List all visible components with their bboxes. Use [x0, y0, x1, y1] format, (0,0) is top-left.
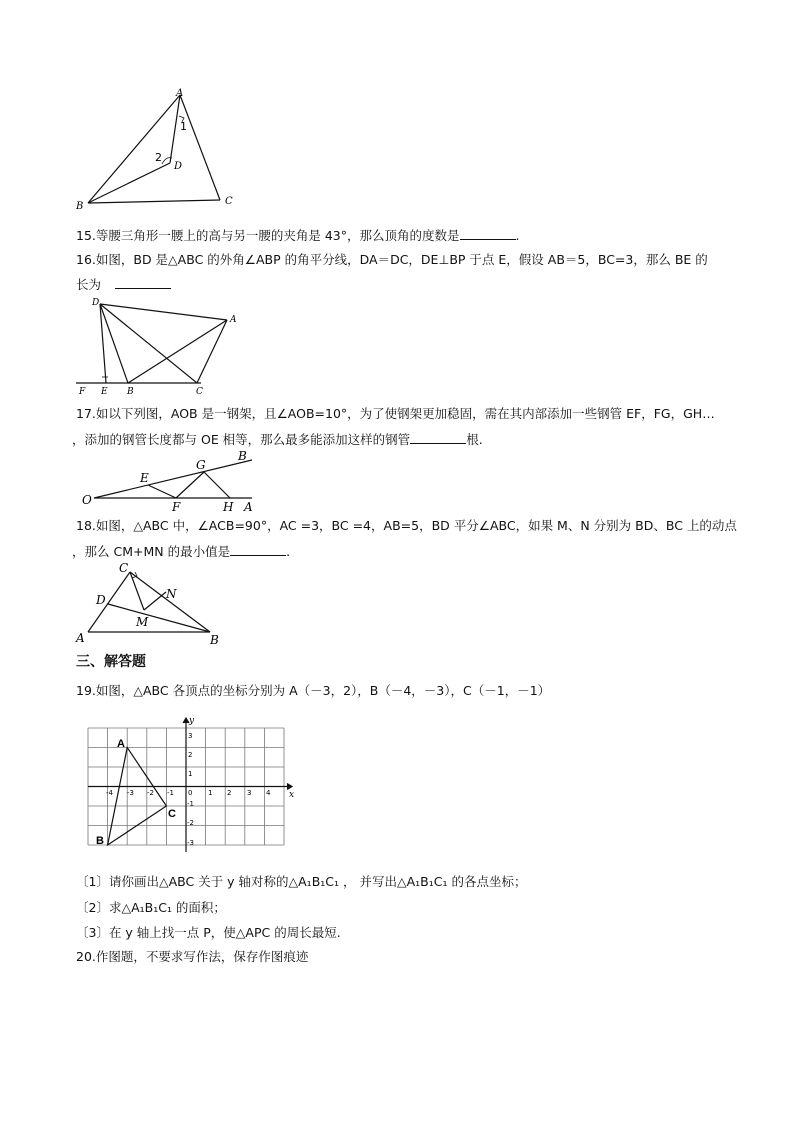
point-b-label: B — [96, 835, 104, 847]
question-19-sub1: 〔1〕请你画出△ABC 关于 y 轴对称的△A₁B₁C₁ ， 并写出△A₁B₁C₁ 的各点坐标； — [76, 874, 527, 889]
y-tick-1: 1 — [188, 770, 193, 778]
question-20: 20.作图题，不要求写作法，保存作图痕迹 — [76, 949, 309, 964]
q18-answer-blank[interactable] — [230, 543, 286, 556]
fig16-label-b: B — [127, 387, 134, 397]
y-tick-neg1: -1 — [187, 800, 194, 808]
fig16-label-d: D — [92, 298, 100, 308]
question-16-line2 — [76, 276, 171, 293]
fig17-label-b: B — [238, 449, 247, 463]
x-tick-neg1: -1 — [167, 789, 174, 797]
figure-16 — [76, 298, 246, 398]
figure-18 — [74, 560, 234, 650]
fig18-label-m: M — [136, 615, 149, 629]
q18-line2-text: ，那么 CM+MN 的最小值是 — [72, 544, 231, 559]
fig17-label-f: F — [172, 500, 181, 514]
x-tick-3: 3 — [247, 789, 252, 797]
x-tick-0: 0 — [188, 789, 193, 797]
fig17-label-a: A — [244, 500, 253, 514]
x-tick-2: 2 — [227, 789, 232, 797]
question-15 — [76, 227, 520, 244]
q15-end: . — [515, 228, 520, 243]
fig16-label-a: A — [230, 315, 237, 325]
fig17-label-h: H — [223, 500, 234, 514]
fig15-label-c: C — [225, 196, 233, 207]
fig15-label-b: B — [76, 201, 84, 212]
fig15-label-d: D — [174, 161, 183, 172]
q17-answer-blank[interactable] — [410, 431, 466, 444]
point-a-label: A — [117, 738, 125, 750]
q15-answer-blank[interactable] — [460, 227, 516, 240]
fig18-label-b: B — [210, 633, 219, 647]
fig18-label-d: D — [96, 593, 106, 607]
fig17-label-g: G — [196, 458, 206, 472]
question-18-line1: 18.如图，△ABC 中，∠ACB=90°，AC =3，BC =4，AB=5，BD 平分∠ABC，如果 M、N 分别为 BD、BC 上的动点 — [76, 518, 737, 533]
y-tick-2: 2 — [188, 751, 193, 759]
fig18-label-c: C — [119, 561, 129, 575]
fig16-label-c: C — [196, 387, 203, 397]
section-heading: 三、解答题 — [76, 654, 146, 670]
y-tick-neg3: -3 — [187, 839, 194, 847]
fig17-label-e: E — [140, 471, 149, 485]
x-tick-1: 1 — [208, 789, 213, 797]
y-tick-3: 3 — [188, 732, 193, 740]
fig17-label-o: O — [82, 493, 92, 507]
y-axis-label: y — [189, 716, 195, 726]
x-tick-neg2: -2 — [147, 789, 154, 797]
question-18-line2 — [72, 543, 290, 560]
fig16-label-e: E — [101, 387, 108, 397]
x-tick-4: 4 — [266, 789, 271, 797]
x-tick-neg3: -3 — [127, 789, 134, 797]
figure-17 — [80, 448, 260, 516]
fig15-angle-1: 1 — [180, 120, 187, 133]
fig15-angle-2: 2 — [155, 151, 162, 164]
q17-line2-text: ，添加的钢管长度都与 OE 相等，那么最多能添加这样的钢管 — [72, 432, 411, 447]
x-tick-neg4: -4 — [106, 789, 113, 797]
fig15-label-a: A — [176, 88, 184, 99]
q17-end: 根. — [466, 432, 483, 447]
figure-15 — [70, 88, 250, 213]
q16-line2-text: 长为 — [76, 277, 102, 292]
fig16-label-f: F — [79, 387, 86, 397]
figure-19-coordinate-grid — [88, 716, 298, 856]
question-17-line1: 17.如以下列图，AOB 是一钢架，且∠AOB=10°，为了使钢架更加稳固，需在其内部添加一些钢管 EF，FG，GH… — [76, 406, 715, 421]
question-17-line2 — [72, 431, 483, 448]
q16-answer-blank[interactable] — [115, 276, 171, 289]
fig18-label-n: N — [166, 587, 177, 601]
triangle-abc — [108, 748, 167, 846]
y-tick-neg2: -2 — [187, 819, 194, 827]
q15-text: 15.等腰三角形一腰上的高与另一腰的夹角是 43°，那么顶角的度数是 — [76, 228, 460, 243]
question-19-sub2: 〔2〕求△A₁B₁C₁ 的面积； — [76, 900, 226, 915]
x-axis-label: x — [289, 790, 295, 800]
question-19-line1: 19.如图，△ABC 各顶点的坐标分别为 A（－3，2），B（－4，－3），C（－1，－1） — [76, 683, 551, 698]
fig18-label-a: A — [76, 631, 85, 645]
question-16-line1: 16.如图，BD 是△ABC 的外角∠ABP 的角平分线，DA＝DC，DE⊥BP 于点 E，假设 AB＝5，BC=3，那么 BE 的 — [76, 252, 708, 267]
point-c-label: C — [168, 808, 176, 820]
question-19-sub3: 〔3〕在 y 轴上找一点 P，使△APC 的周长最短. — [76, 925, 341, 940]
q18-end: . — [286, 544, 291, 559]
